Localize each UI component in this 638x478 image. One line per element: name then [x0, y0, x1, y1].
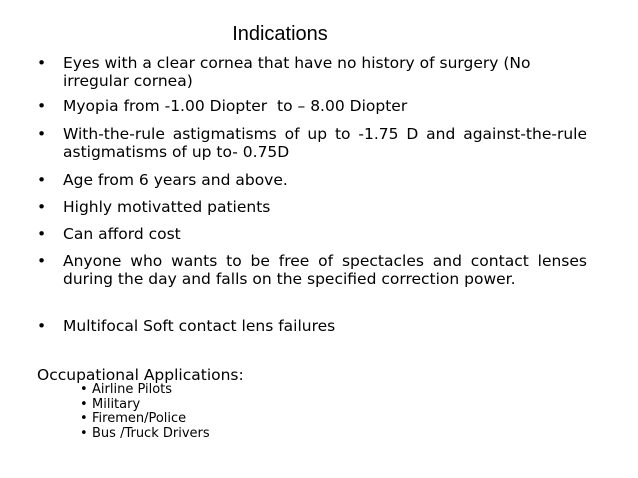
occupational-item — [80, 412, 210, 427]
bullet-icon: • — [80, 411, 88, 426]
occupational-heading: Occupational Applications: — [37, 366, 244, 384]
bullet-icon: • — [37, 97, 47, 115]
occupational-item-label: Bus /Truck Drivers — [92, 425, 210, 441]
bullet-text: Eyes with a clear cornea that have no history of surgery (No irregular cornea) — [63, 54, 531, 90]
bullet-item — [37, 54, 587, 90]
bullet-text: Anyone who wants to be free of spectacles and contact lenses during the day and falls on the specified correction power. — [63, 252, 587, 288]
occupational-item-label: Military — [92, 396, 141, 412]
bullet-icon: • — [80, 382, 88, 397]
occupational-item-label: Airline Pilots — [92, 382, 173, 397]
slide-title: Indications — [232, 23, 328, 45]
occupational-item — [80, 398, 210, 413]
bullet-item — [37, 225, 587, 243]
bullet-icon: • — [37, 125, 47, 143]
occupational-list — [80, 383, 210, 441]
bullet-text: Multifocal Soft contact lens failures — [63, 317, 336, 335]
bullet-icon: • — [37, 171, 47, 189]
bullet-icon: • — [37, 317, 47, 335]
bullet-item — [37, 125, 587, 161]
bullet-icon: • — [37, 198, 47, 216]
occupational-item — [80, 383, 210, 398]
bullet-item — [37, 317, 587, 335]
bullet-text: With-the-rule astigmatisms of up to -1.75 D and against-the-rule astigmatisms of up to- 0.75D — [63, 125, 587, 161]
bullet-item — [37, 171, 587, 189]
bullet-icon: • — [80, 425, 88, 441]
bullet-text: Age from 6 years and above. — [63, 171, 288, 189]
occupational-item-label: Firemen/Police — [92, 411, 187, 426]
bullet-icon: • — [37, 54, 47, 72]
bullet-text: Highly motivatted patients — [63, 198, 271, 216]
bullet-item — [37, 198, 587, 216]
bullet-text: Can afford cost — [63, 225, 181, 243]
bullet-icon: • — [37, 225, 47, 243]
bullet-icon: • — [37, 252, 47, 270]
occupational-item — [80, 427, 210, 442]
bullet-icon: • — [80, 396, 88, 412]
bullet-text: Myopia from -1.00 Diopter to – 8.00 Diopter — [63, 97, 408, 115]
bullet-item — [37, 97, 587, 115]
bullet-item — [37, 252, 587, 288]
